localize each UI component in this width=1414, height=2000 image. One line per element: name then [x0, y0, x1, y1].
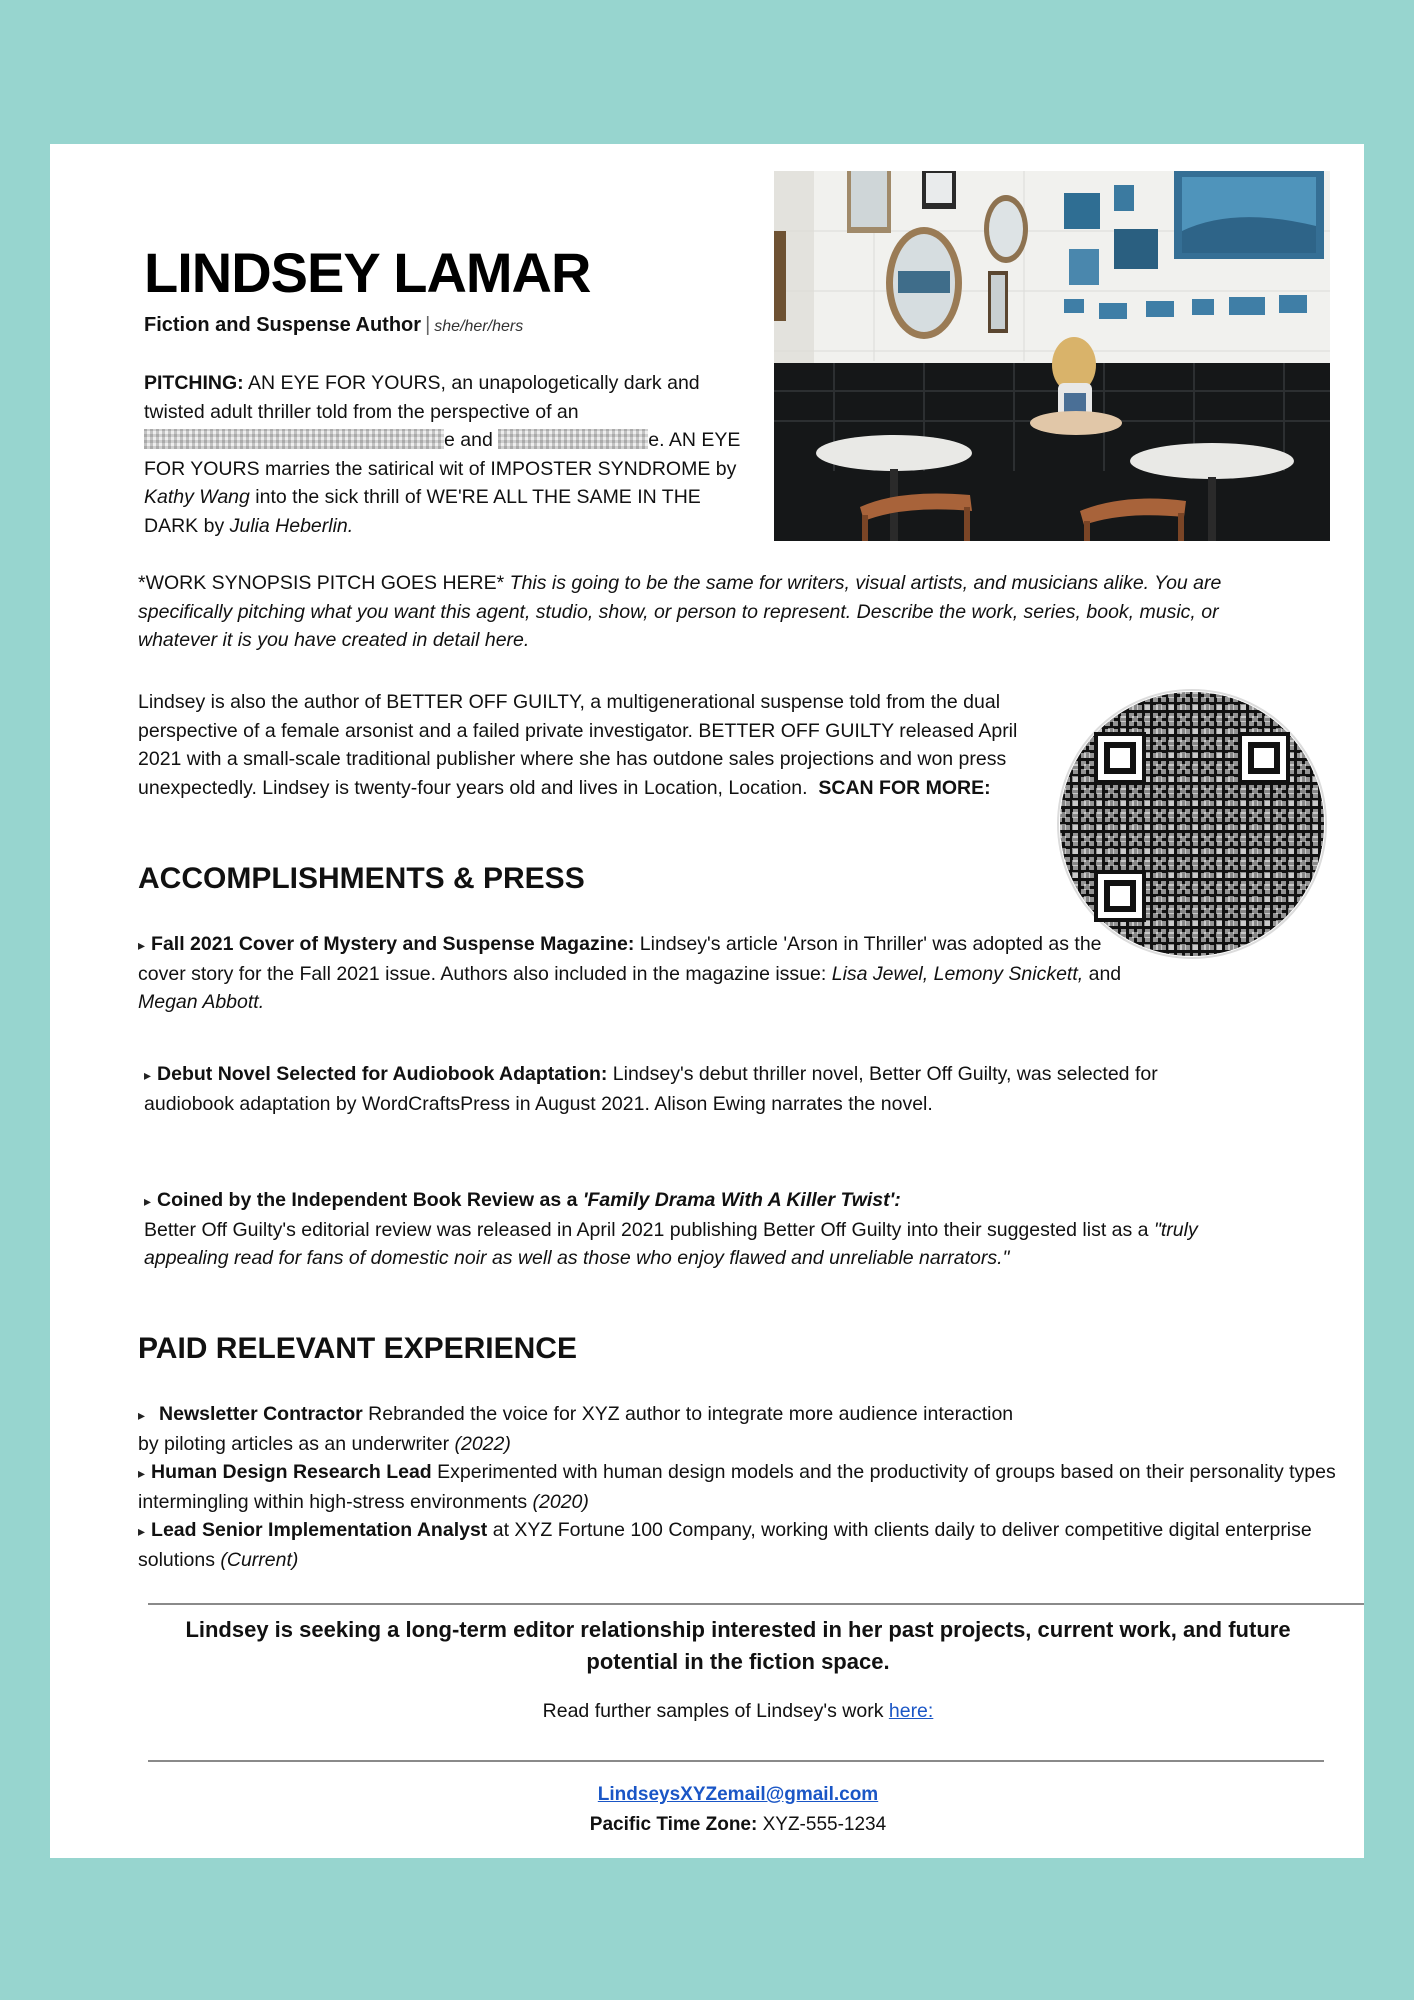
timezone-label: Pacific Time Zone: — [589, 1814, 758, 1835]
phone-number: XYZ-555-1234 — [762, 1814, 887, 1835]
experience-item: ▸ Human Design Research Lead Experimented with human design models and the productivity of groups based on their personality types intermingling within high-stress environments (2020) — [138, 1461, 1336, 1513]
experience-heading: PAID RELEVANT EXPERIENCE — [138, 1332, 577, 1365]
subtitle-separator: | — [425, 314, 431, 336]
synopsis-label: *WORK SYNOPSIS PITCH GOES HERE* — [138, 572, 505, 594]
pronouns: she/her/hers — [434, 318, 524, 335]
redacted-text — [144, 429, 444, 449]
experience-item: ▸ Lead Senior Implementation Analyst at XYZ Fortune 100 Company, working with clients daily to deliver competitive digital enterprise solutions (Current) — [138, 1519, 1312, 1571]
scan-for-more: SCAN FOR MORE: — [818, 776, 991, 799]
author-role: Fiction and Suspense Author — [144, 314, 422, 336]
also-author-paragraph: Lindsey is also the author of BETTER OFF GUILTY, a multigenerational suspense told from the dual perspective of a female arsonist and a failed private investigator. BETTER OFF GUILTY released April 2021 with a small-scale traditional publisher where she has outdone sales projections and won press unexpectedly. Lindsey is twenty-four years old and lives in Location, Location. SCAN FOR MORE: — [138, 691, 1018, 799]
accomplishment-item: ▸ Debut Novel Selected for Audiobook Adaptation: Lindsey's debut thriller novel, Better Off Guilty, was selected for audiobook adaptation by WordCraftsPress in August 2021. Alison Ewing narrates the novel. — [144, 1063, 1158, 1115]
experience-list — [138, 1400, 1338, 1574]
accomplishment-item: ▸ Coined by the Independent Book Review as a 'Family Drama With A Killer Twist': Better Off Guilty's editorial review was released in April 2021 publishing Better Off Guilty into their suggested list as a "truly appealing read for fans of domestic noir as well as those who enjoy flawed and unreliable narrators." — [144, 1189, 1198, 1269]
samples-link[interactable]: here: — [888, 1700, 934, 1722]
qr-code-icon[interactable] — [1056, 688, 1328, 960]
accomplishments-heading: ACCOMPLISHMENTS & PRESS — [138, 862, 585, 895]
further-samples: Read further samples of Lindsey's work here: — [542, 1700, 934, 1722]
synopsis-body: This is going to be the same for writers, visual artists, and musicians alike. You are specifically pitching what you want this agent, studio, show, or person to represent. Describe the work, series, book, music, or whatever it is you have created in detail here. — [138, 572, 1222, 651]
accomplishment-item: ▸ Fall 2021 Cover of Mystery and Suspense Magazine: Lindsey's article 'Arson in Thriller' was adopted as the cover story for the Fall 2021 issue. Authors also included in the magazine issue: Lisa Jewel, Lemony Snickett, and Megan Abbott. — [138, 933, 1122, 1013]
redacted-text — [498, 429, 648, 449]
seeking-statement: Lindsey is seeking a long-term editor relationship interested in her past projects, current work, and future potential in the fiction space. — [185, 1617, 1291, 1674]
synopsis-paragraph — [138, 569, 1298, 655]
contact-block — [138, 1780, 1338, 1840]
subtitle — [144, 314, 523, 337]
triangle-right-icon: ▸ — [138, 1523, 146, 1539]
experience-item: ▸ Newsletter Contractor Rebranded the voice for XYZ author to integrate more audience interaction by piloting articles as an underwriter (2022) — [138, 1403, 1014, 1455]
email-link[interactable]: LindseysXYZemail@gmail.com — [597, 1784, 879, 1805]
triangle-right-icon: ▸ — [138, 1407, 146, 1423]
author-name: LINDSEY LAMAR — [144, 241, 591, 304]
triangle-right-icon: ▸ — [138, 1465, 146, 1481]
triangle-right-icon: ▸ — [138, 937, 146, 953]
triangle-right-icon: ▸ — [144, 1067, 152, 1083]
divider — [148, 1760, 1324, 1762]
author-photo — [774, 171, 1330, 541]
triangle-right-icon: ▸ — [144, 1193, 152, 1209]
pitch-paragraph: PITCHING: AN EYE FOR YOURS, an unapologetically dark and twisted adult thriller told from the perspective of an e and e. AN EYE FOR YOURS marries the satirical wit of IMPOSTER SYNDROME by Kathy Wang into the sick thrill of WE'RE ALL THE SAME IN THE DARK by Julia Heberlin. — [144, 372, 741, 537]
resume-page — [50, 144, 1364, 1858]
pitch-label: PITCHING: — [144, 372, 244, 394]
divider — [148, 1603, 1364, 1605]
